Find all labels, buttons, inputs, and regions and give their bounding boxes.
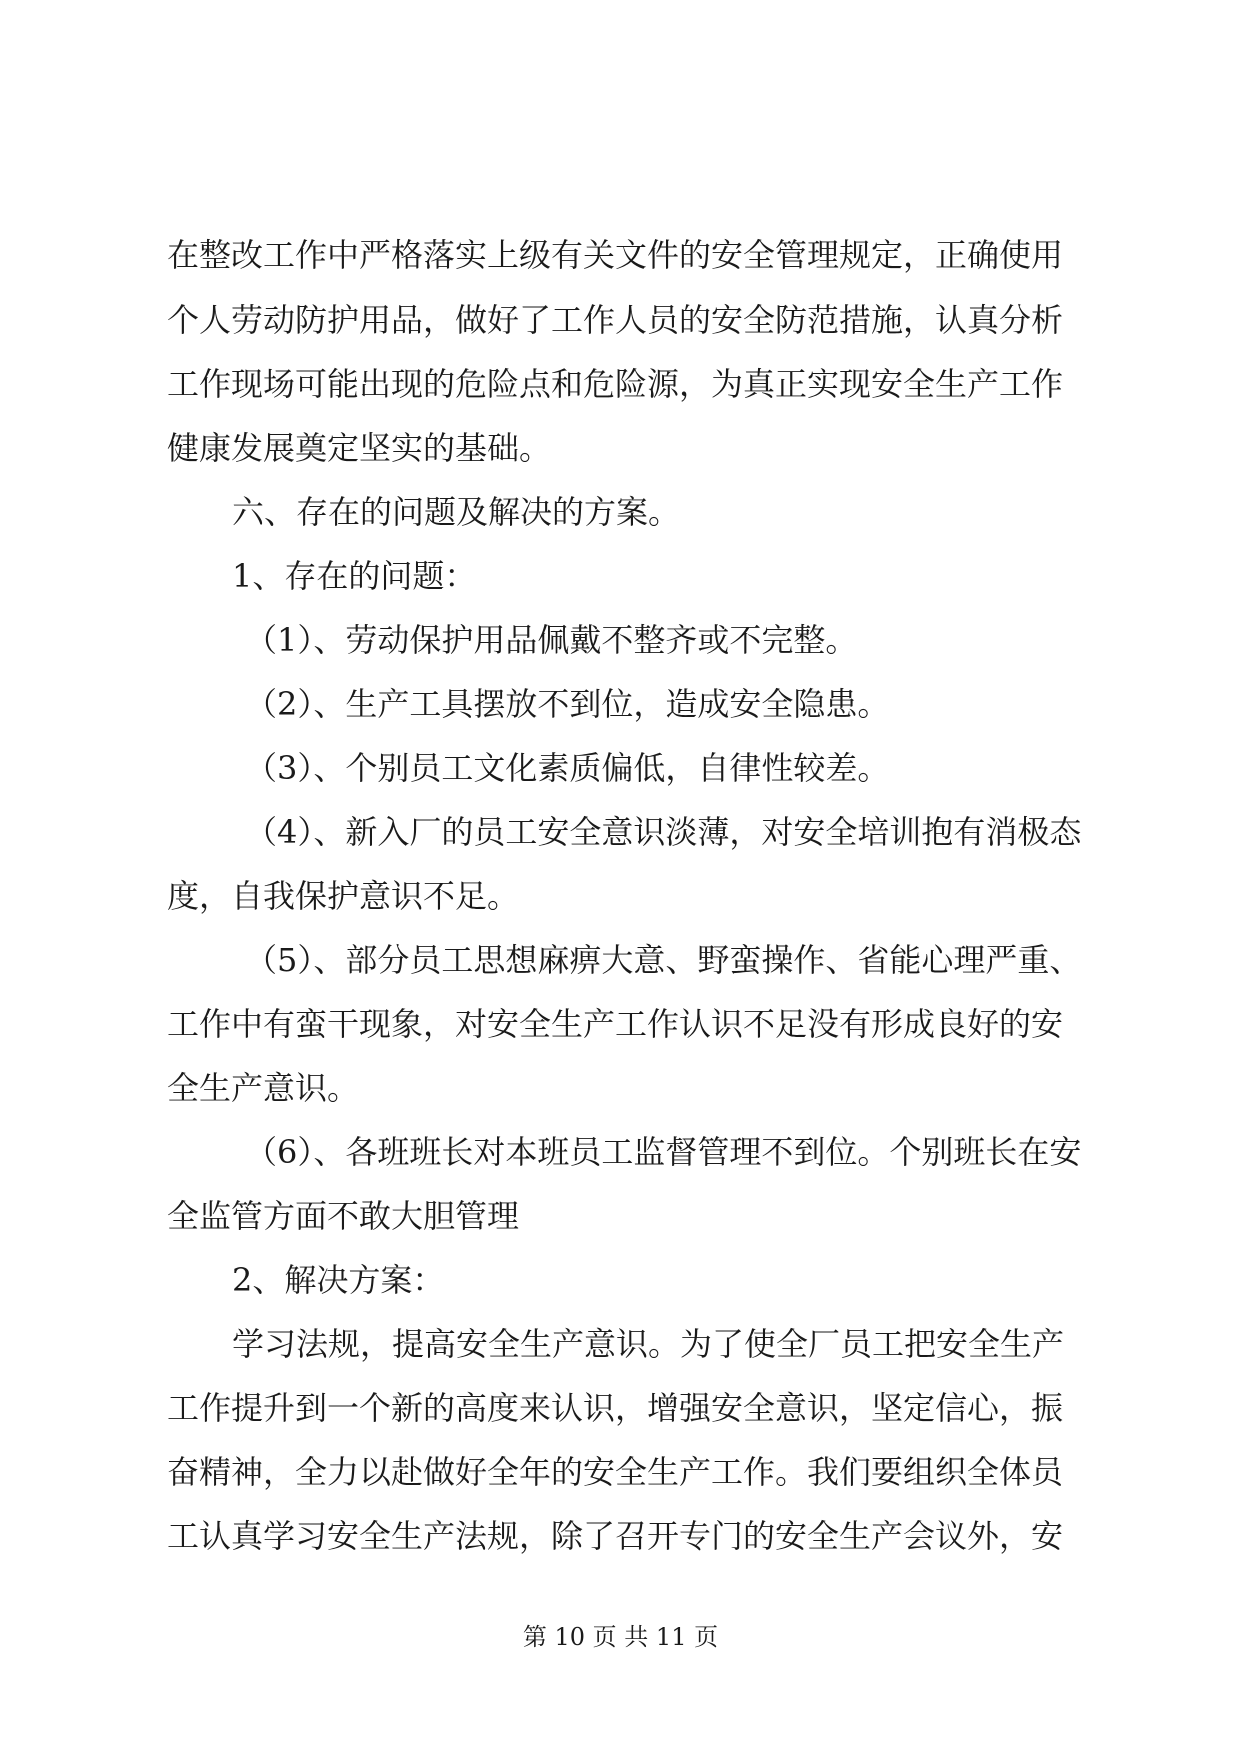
body-text-line: 工作现场可能出现的危险点和危险源，为真正实现安全生产工作 — [167, 365, 1064, 403]
body-text-line: 奋精神，全力以赴做好全年的安全生产工作。我们要组织全体员 — [167, 1453, 1064, 1491]
list-item: （1）、劳动保护用品佩戴不整齐或不完整。 — [245, 621, 858, 659]
body-text-line: 工作提升到一个新的高度来认识，增强安全意识，坚定信心，振 — [167, 1389, 1064, 1427]
subsection-heading: 2、解决方案： — [232, 1261, 445, 1299]
list-item-continuation: 度，自我保护意识不足。 — [167, 877, 520, 915]
body-text-line: 健康发展奠定坚实的基础。 — [167, 429, 552, 467]
list-item-continuation: 全监管方面不敢大胆管理 — [167, 1197, 520, 1235]
list-item: （5）、部分员工思想麻痹大意、野蛮操作、省能心理严重、 — [245, 941, 1082, 979]
body-text-line: 工认真学习安全生产法规，除了召开专门的安全生产会议外，安 — [167, 1517, 1064, 1555]
list-item: （4）、新入厂的员工安全意识淡薄，对安全培训抱有消极态 — [245, 813, 1082, 851]
list-item: （2）、生产工具摆放不到位，造成安全隐患。 — [245, 685, 890, 723]
list-item: （6）、各班班长对本班员工监督管理不到位。个别班长在安 — [245, 1133, 1082, 1171]
section-heading: 六、存在的问题及解决的方案。 — [232, 493, 681, 531]
body-text-line: 个人劳动防护用品，做好了工作人员的安全防范措施，认真分析 — [167, 301, 1064, 339]
list-item: （3）、个别员工文化素质偏低，自律性较差。 — [245, 749, 890, 787]
subsection-heading: 1、存在的问题： — [232, 557, 477, 595]
body-text-line: 在整改工作中严格落实上级有关文件的安全管理规定，正确使用 — [167, 236, 1064, 274]
page-number-footer: 第 10 页 共 11 页 — [522, 1623, 719, 1651]
body-text-line: 学习法规，提高安全生产意识。为了使全厂员工把安全生产 — [232, 1325, 1065, 1363]
list-item-continuation: 工作中有蛮干现象，对安全生产工作认识不足没有形成良好的安 — [167, 1005, 1064, 1043]
list-item-continuation: 全生产意识。 — [167, 1069, 360, 1107]
